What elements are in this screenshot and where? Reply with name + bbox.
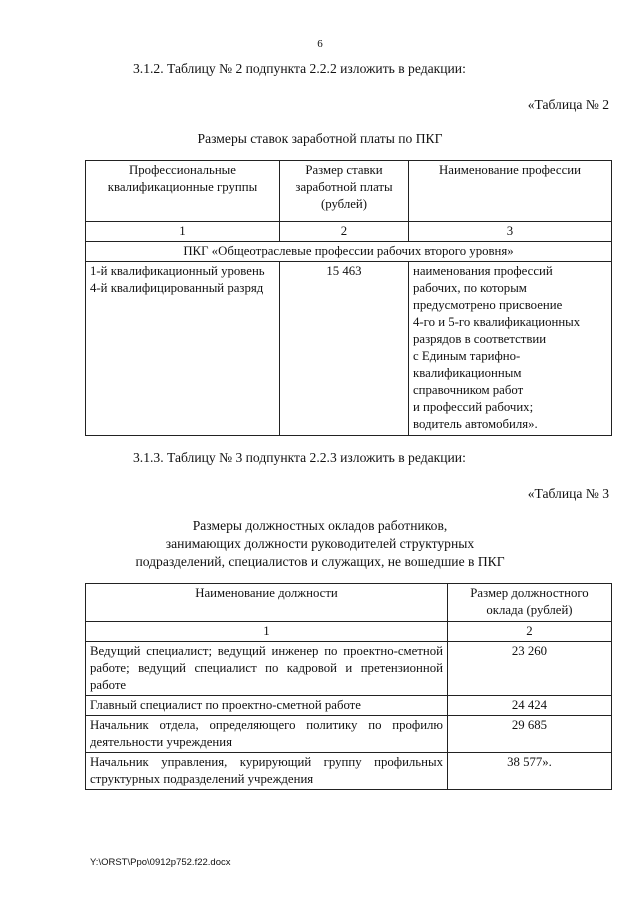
salary-cell: 29 685 xyxy=(448,716,612,753)
table-2-caption: Размеры ставок заработной платы по ПКГ xyxy=(197,131,443,146)
salary-cell: 23 260 xyxy=(448,642,612,696)
qualification-rank: 4-й квалифицированный разряд xyxy=(90,281,264,295)
table-3-caption xyxy=(0,517,640,571)
pkg-group-title: ПКГ «Общеотраслевые профессии рабочих второго уровня» xyxy=(86,242,612,262)
table-3 xyxy=(85,583,612,790)
header-salary: Размер должностного оклада (рублей) xyxy=(448,584,612,622)
position-cell: Начальник отдела, определяющего политику по профилю деятельности учреждения xyxy=(86,716,448,753)
position-cell: Главный специалист по проектно-сметной работе xyxy=(86,696,448,716)
profession-line: с Единым тарифно- xyxy=(413,349,521,363)
salary-cell: 24 424 xyxy=(448,696,612,716)
qualification-level: 1-й квалификационный уровень xyxy=(90,264,265,278)
header-profession: Наименование профессии xyxy=(409,161,612,222)
salary-cell: 38 577». xyxy=(448,753,612,790)
table-2-group-row xyxy=(86,242,612,262)
table-row xyxy=(86,716,612,753)
table-2-number-row xyxy=(86,222,612,242)
profession-line: предусмотрено присвоение xyxy=(413,298,563,312)
profession-line: разрядов в соответствии xyxy=(413,332,547,346)
table-2-reference: «Таблица № 2 xyxy=(527,97,609,112)
qualification-cell xyxy=(86,262,280,436)
col-number-1: 1 xyxy=(86,222,280,242)
caption-line: занимающих должности руководителей структурных xyxy=(165,536,475,551)
paragraph-3-1-3: 3.1.3. Таблицу № 3 подпункта 2.2.3 изложить в редакции: xyxy=(133,450,466,465)
profession-line: и профессий рабочих; xyxy=(413,400,534,414)
rate-cell: 15 463 xyxy=(280,262,409,436)
file-path-footer: Y:\ORST\Ppo\0912p752.f22.docx xyxy=(90,857,231,868)
profession-line: 4-го и 5-го квалификационных xyxy=(413,315,581,329)
col-number-2: 2 xyxy=(280,222,409,242)
position-cell: Начальник управления, курирующий группу профильных структурных подразделений учреждения xyxy=(86,753,448,790)
profession-cell xyxy=(409,262,612,436)
header-qualification-groups: Профессиональные квалификационные группы xyxy=(86,161,280,222)
table-row xyxy=(86,753,612,790)
col-number-3: 3 xyxy=(409,222,612,242)
position-cell: Ведущий специалист; ведущий инженер по проектно-сметной работе; ведущий специалист по кадровой и претензионной работе xyxy=(86,642,448,696)
caption-line: подразделений, специалистов и служащих, не вошедшие в ПКГ xyxy=(135,554,505,569)
profession-line: квалификационным xyxy=(413,366,522,380)
page-number: 6 xyxy=(317,38,323,50)
table-row xyxy=(86,642,612,696)
profession-line: наименования профессий xyxy=(413,264,553,278)
table-3-number-row xyxy=(86,622,612,642)
table-2 xyxy=(85,160,612,436)
table-3-reference: «Таблица № 3 xyxy=(527,486,609,501)
profession-line: справочником работ xyxy=(413,383,524,397)
table-3-header-row xyxy=(86,584,612,622)
table-row xyxy=(86,696,612,716)
table-row xyxy=(86,262,612,436)
table-2-header-row xyxy=(86,161,612,222)
header-rate: Размер ставки заработной платы (рублей) xyxy=(280,161,409,222)
paragraph-3-1-2: 3.1.2. Таблицу № 2 подпункта 2.2.2 изложить в редакции: xyxy=(133,61,466,76)
profession-line: водитель автомобиля». xyxy=(413,417,538,431)
profession-line: рабочих, по которым xyxy=(413,281,527,295)
header-position: Наименование должности xyxy=(86,584,448,622)
col-number-2: 2 xyxy=(448,622,612,642)
col-number-1: 1 xyxy=(86,622,448,642)
caption-line: Размеры должностных окладов работников, xyxy=(192,518,448,533)
